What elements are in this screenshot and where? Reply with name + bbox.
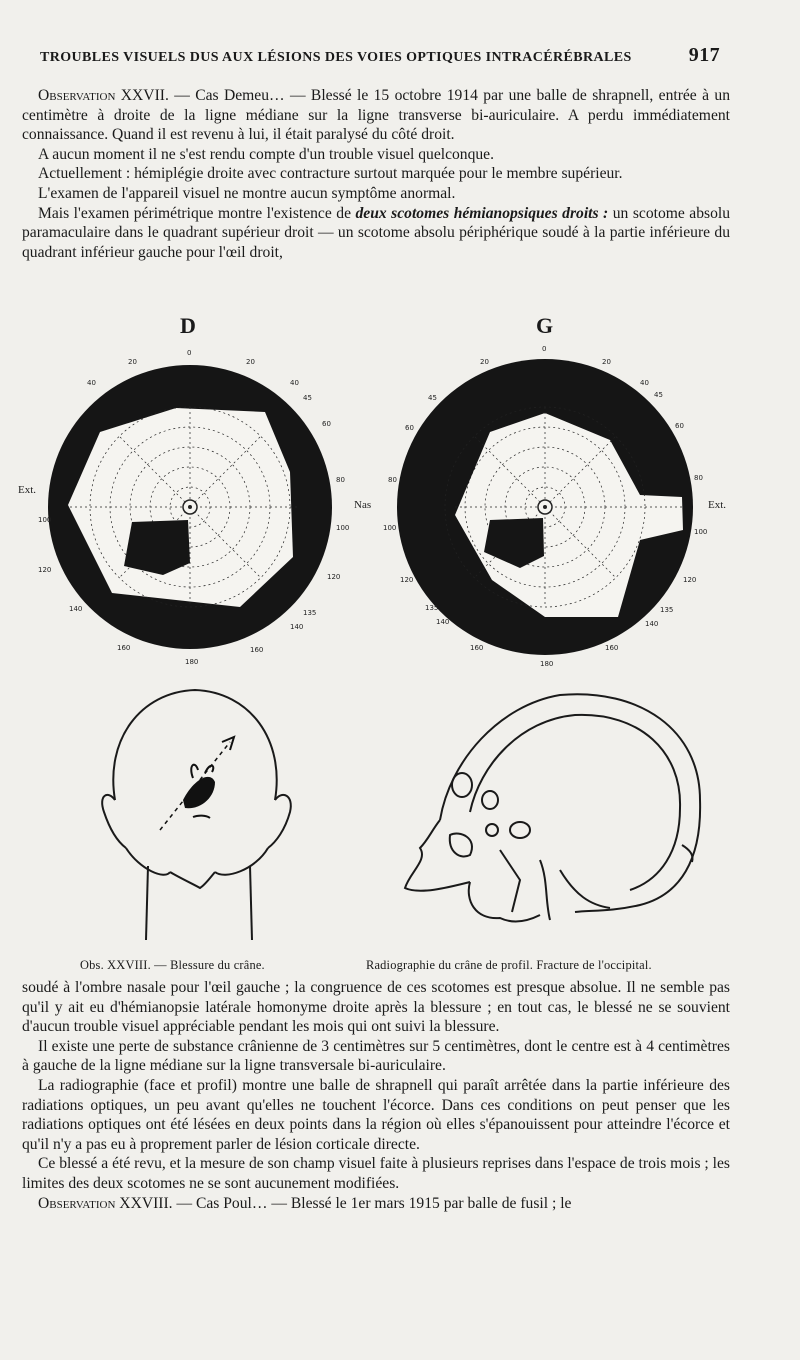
tick-label: 0	[542, 345, 547, 353]
paragraph-text: — Cas Demeu… — Blessé le 15 octobre 1914 par une balle de shrapnell, entrée à un centimètre à droite de la ligne médiane sur la ligne transverse bi-auriculaire. A perdu immédiatement connaissance. Quand il est revenu à lui, il était paralysé du côté droit.	[22, 87, 730, 144]
tick-label: 100	[694, 528, 708, 536]
side-label-temporal: Ext.	[708, 499, 727, 511]
tick-label: 120	[683, 576, 697, 584]
tick-label: 140	[69, 605, 83, 613]
tick-label: 60	[675, 422, 684, 430]
paragraph: A aucun moment il ne s'est rendu compte d'un trouble visuel quelconque.	[38, 145, 495, 163]
side-label-nasal: Nas	[354, 499, 372, 511]
tick-label: 160	[250, 646, 264, 654]
tick-label: 20	[480, 358, 489, 366]
tick-label: 140	[290, 623, 304, 631]
tick-label: 0	[187, 349, 192, 357]
observation-heading: Observation XXVIII.	[38, 1194, 173, 1212]
paragraph-text: un scotome absolu paramaculaire dans le quadrant supérieur droit — un scotome absolu périphérique soudé à la partie inférieure du quadrant inférieur gauche pour l'œil droit,	[22, 204, 730, 261]
tick-label: 140	[645, 620, 659, 628]
tick-label: 40	[640, 379, 649, 387]
tick-label: 135	[425, 604, 439, 612]
paragraph: Actuellement : hémiplégie droite avec contracture surtout marquée pour le membre supérieur.	[38, 165, 623, 183]
tick-label: 100	[336, 524, 350, 532]
tick-label: 120	[327, 573, 341, 581]
side-label-temporal: Ext.	[18, 484, 37, 496]
tick-label: 40	[290, 379, 299, 387]
tick-label: 40	[87, 379, 96, 387]
paragraph-text: Mais l'examen périmétrique montre l'existence de	[38, 204, 356, 222]
tick-label: 160	[470, 644, 484, 652]
tick-label: 140	[436, 618, 450, 626]
tick-label: 100	[383, 524, 397, 532]
continuation-text	[22, 978, 730, 1213]
figure-caption-radiograph: Radiographie du crâne de profil. Fracture de l'occipital.	[366, 958, 652, 972]
emphasis-text: deux scotomes hémianopsiques droits :	[355, 204, 609, 222]
tick-label: 180	[540, 660, 554, 668]
paragraph: Il existe une perte de substance crânienne de 3 centimètres sur 5 centimètres, dont le centre est à 4 centimètres à gauche de la ligne médiane sur la ligne transversale bi-auriculaire.	[22, 1037, 730, 1075]
tick-label: 180	[185, 658, 199, 666]
tick-label: 45	[428, 394, 437, 402]
tick-label: 160	[605, 644, 619, 652]
tick-label: 45	[303, 394, 312, 402]
tick-label: 120	[400, 576, 414, 584]
paragraph: soudé à l'ombre nasale pour l'œil gauche ; la congruence de ces scotomes est presque absolue. Il ne semble pas qu'il y ait eu d'hémianopsie latérale homonyme droite après la blessure ; en tout cas, le blessé ne se souvient d'aucun trouble visuel appréciable pendant les mois qui ont suivi la blessure.	[22, 979, 730, 1036]
figure-label-left-eye: G	[536, 313, 554, 338]
tick-label: 100	[38, 516, 52, 524]
tick-label: 135	[660, 606, 674, 614]
paragraph-text: — Cas Poul… — Blessé le 1er mars 1915 par balle de fusil ; le	[172, 1194, 572, 1212]
page-number: 917	[688, 44, 720, 66]
tick-label: 80	[336, 476, 345, 484]
tick-label: 135	[303, 609, 317, 617]
figure-caption-head: Obs. XXVIII. — Blessure du crâne.	[80, 958, 265, 972]
paragraph: La radiographie (face et profil) montre une balle de shrapnell qui paraît arrêtée dans la partie inférieure des radiations optiques, un peu avant qu'elles ne touchent l'écorce. Dans ces conditions on peut penser que les radiations optiques ont été lésées en deux points dans la région où elles s'épanouissent pour atteindre l'écorce et qu'il n'y a pas eu à proprement parler de lésion corticale directe.	[22, 1076, 730, 1153]
observation-heading: Observation XXVII.	[38, 87, 169, 104]
figure-label-right-eye: D	[180, 313, 196, 338]
running-title: TROUBLES VISUELS DUS AUX LÉSIONS DES VOIES OPTIQUES INTRACÉRÉBRALES	[40, 50, 632, 65]
paragraph: L'examen de l'appareil visuel ne montre aucun symptôme anormal.	[38, 184, 456, 202]
paragraph	[22, 1194, 730, 1214]
tick-label: 45	[654, 391, 663, 399]
tick-label: 20	[602, 358, 611, 366]
tick-label: 80	[388, 476, 397, 484]
tick-label: 20	[128, 358, 137, 366]
tick-label: 160	[117, 644, 131, 652]
tick-label: 80	[694, 474, 703, 482]
tick-label: 20	[246, 358, 255, 366]
paragraph: Ce blessé a été revu, et la mesure de son champ visuel faite à plusieurs reprises dans l'espace de trois mois ; les limites des deux scotomes ne se sont aucunement modifiées.	[22, 1155, 730, 1192]
tick-label: 120	[38, 566, 52, 574]
tick-label: 60	[405, 424, 414, 432]
tick-label: 60	[322, 420, 331, 428]
